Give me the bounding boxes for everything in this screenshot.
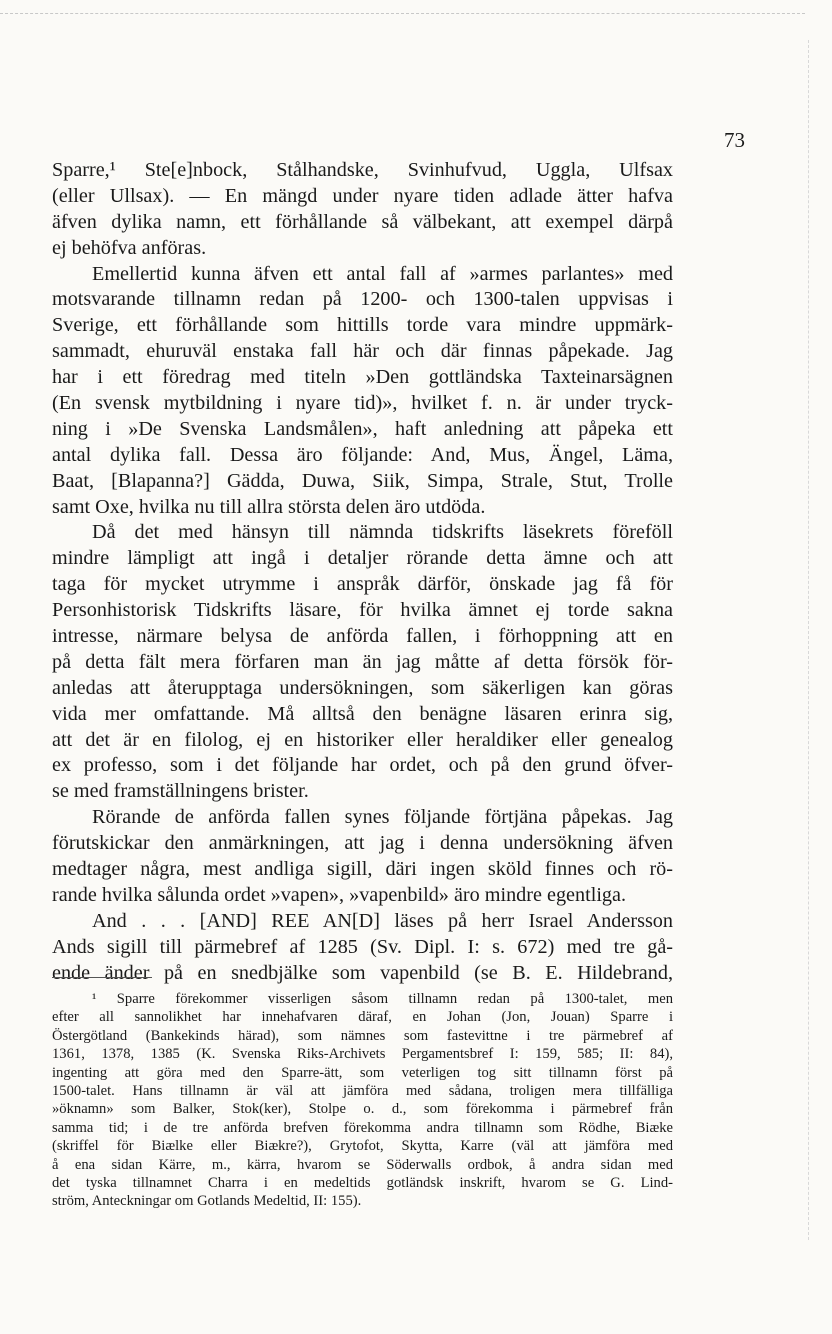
text-line: Rörande de anförda fallen synes följande förtjäna påpekas. Jag (92, 806, 673, 829)
footnote-line: efter all sannolikhet har innehafvaren däraf, en Johan (Jon, Jouan) Sparre i (52, 1009, 673, 1026)
text-line: rande hvilka sålunda ordet »vapen», »vapenbild» äro mindre egentliga. (52, 883, 627, 906)
page-edge (808, 40, 809, 1240)
text-line: (En svensk mytbildning i nyare tid)», hvilket f. n. är under tryck- (52, 392, 673, 415)
text-line: ej behöfva anföras. (52, 236, 207, 259)
text-line: Ands sigill till pärmebref af 1285 (Sv. Dipl. I: s. 672) med tre gå- (52, 935, 673, 958)
text-line: vida mer omfattande. Må alltså den benägne läsaren erinra sig, (52, 702, 673, 725)
text-line: sammadt, ehuruväl enstaka fall här och där finnas påpekade. Jag (52, 340, 673, 363)
text-line: Personhistorisk Tidskrifts läsare, för hvilka ämnet ej torde sakna (52, 599, 673, 622)
footnote-line: ¹ Sparre förekommer visserligen såsom tillnamn redan på 1300-talet, men (92, 991, 673, 1007)
top-rule (0, 13, 805, 14)
text-line: (eller Ullsax). — En mängd under nyare tiden adlade ätter hafva (52, 184, 673, 207)
text-line: motsvarande tillnamn redan på 1200- och 1300-talen uppvisas i (52, 288, 673, 311)
page-number: 73 (724, 128, 745, 152)
text-line: taga för mycket utrymme i anspråk därför, önskade jag få för (52, 573, 673, 596)
footnote-line: 1361, 1378, 1385 (K. Svenska Riks-Archivets Pergamentsbref I: 159, 585; II: 84), (52, 1046, 673, 1063)
footnote-line: Östergötland (Bankekinds härad), som nämnes som fastevittne i tre pärmebref af (52, 1027, 673, 1044)
text-line: ende änder på en snedbjälke som vapenbild (se B. E. Hildebrand, (52, 961, 673, 984)
text-line: ex professo, som i det följande har ordet, och på den grund öfver- (52, 754, 673, 777)
text-line: Baat, [Blapanna?] Gädda, Duwa, Siik, Simpa, Strale, Stut, Trolle (52, 469, 673, 492)
text-line: på detta fält mera förfaren man än jag måtte af detta försök för- (52, 650, 673, 673)
text-line: anledas att återupptaga undersökningen, som säkerligen kan göras (52, 676, 673, 699)
text-line: Sverige, ett förhållande som hittills torde vara mindre uppmärk- (52, 314, 673, 337)
text-line: And . . . [AND] REE AN[D] läses på herr Israel Andersson (92, 909, 673, 932)
footnotes (52, 990, 673, 1211)
text-line: har i ett föredrag med titeln »Den gottländska Taxteinarsägnen (52, 366, 673, 389)
body-text (52, 158, 673, 987)
footnote-rule (52, 977, 152, 978)
footnote-line: samma tid; i de tre anförda brefven förekomma andra tillnamn som Rödhe, Biæke (52, 1119, 673, 1136)
footnote-line: »öknamn» som Balker, Stok(ker), Stolpe o. d., som förekomma i pärmebref från (52, 1101, 673, 1118)
text-line: antal dylika fall. Dessa äro följande: And, Mus, Ängel, Läma, (52, 443, 673, 466)
footnote-line: å ena sidan Kärre, m., kärra, hvarom se Söderwalls ordbok, å andra sidan med (52, 1156, 673, 1173)
footnote-line: (skriffel för Biælke eller Biækre?), Grytofot, Skytta, Karre (väl att jämföra med (52, 1138, 673, 1155)
footnote-line: 1500-talet. Hans tillnamn är väl att jämföra med sådana, troligen mera tillfälliga (52, 1082, 673, 1099)
footnote-line: ström, Anteckningar om Gotlands Medeltid, II: 155). (52, 1193, 362, 1210)
text-line: medtager några, mest andliga sigill, däri ingen sköld finnes och rö- (52, 858, 673, 881)
text-line: ning i »De Svenska Landsmålen», haft anledning att påpeka ett (52, 417, 673, 440)
text-line: äfven dylika namn, ett förhållande så välbekant, att exempel därpå (52, 210, 673, 233)
footnote-line: ingenting att göra med den Sparre-ätt, som veterligen tog sitt tillnamn först på (52, 1064, 673, 1081)
text-line: se med framställningens brister. (52, 780, 309, 803)
text-line: att det är en filolog, ej en historiker eller heraldiker eller genealog (52, 728, 673, 751)
text-line: förutskickar den anmärkningen, att jag i denna undersökning äfven (52, 832, 673, 855)
footnote-line: det tyska tillnamnet Charra i en medeltids gotländsk inskrift, hvarom se G. Lind- (52, 1174, 673, 1191)
text-line: mindre lämpligt att ingå i detaljer rörande detta ämne och att (52, 547, 673, 570)
text-line: samt Oxe, hvilka nu till allra största delen äro utdöda. (52, 495, 486, 518)
text-line: Sparre,¹ Ste[e]nbock, Stålhandske, Svinhufvud, Uggla, Ulfsax (52, 159, 673, 181)
text-line: Emellertid kunna äfven ett antal fall af »armes parlantes» med (92, 262, 673, 285)
text-line: Då det med hänsyn till nämnda tidskrifts läsekrets föreföll (92, 521, 673, 544)
text-line: intresse, närmare belysa de anförda fallen, i förhoppning att en (52, 625, 673, 648)
